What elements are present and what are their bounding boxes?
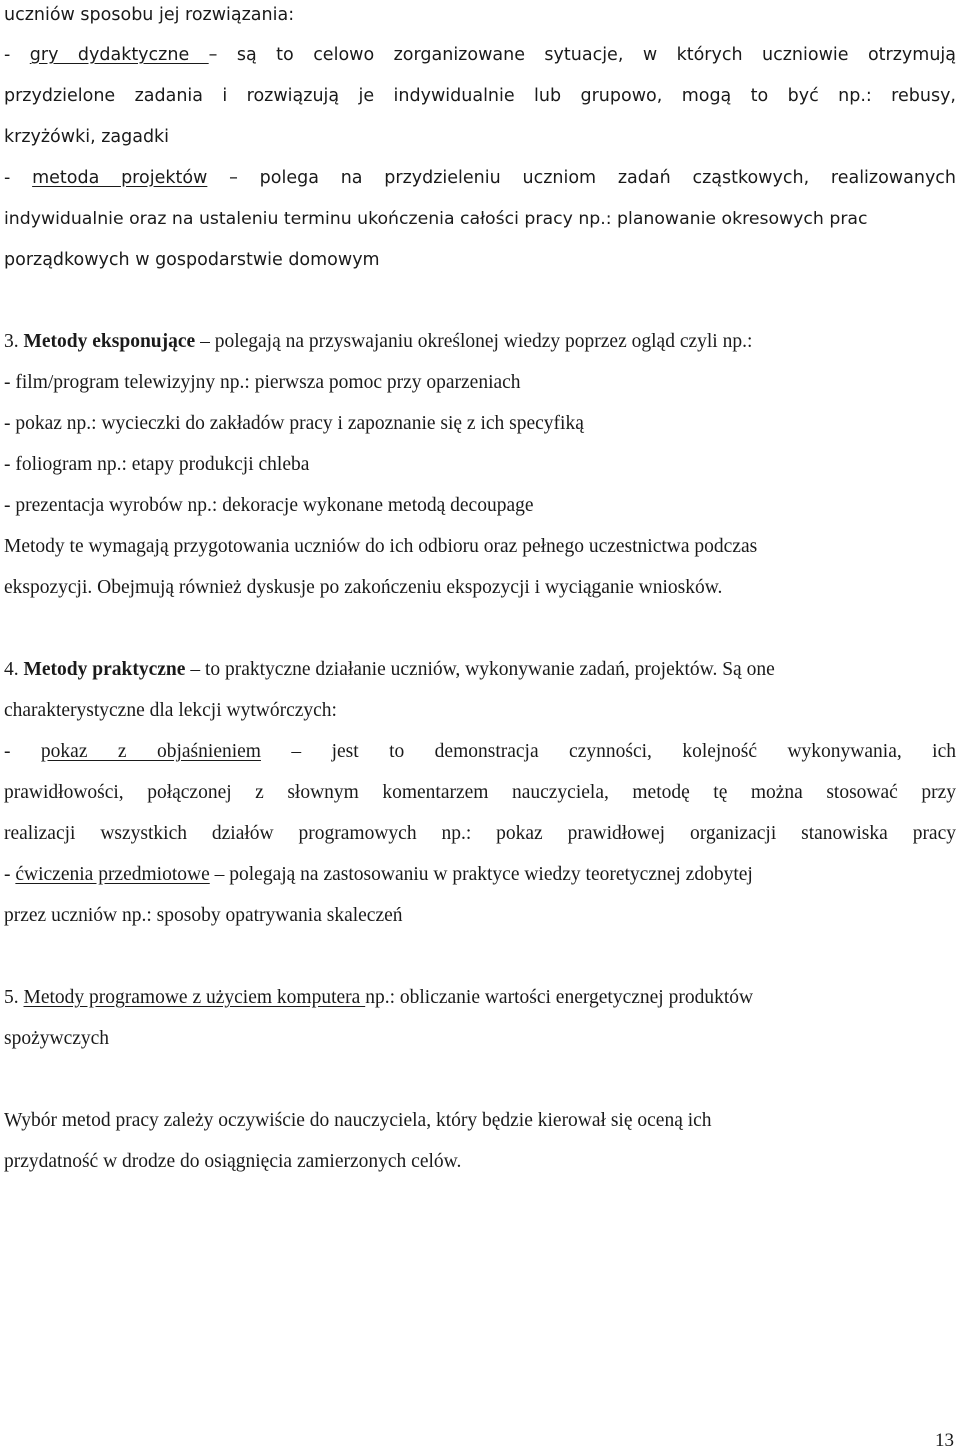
list-dash: - (4, 864, 16, 885)
section-3-title: Metody eksponujące (23, 331, 196, 352)
section-3-heading (4, 327, 956, 357)
exercises-line-2-text: przez uczniów np.: sposoby opatrywania skaleczeń (4, 905, 403, 926)
demo-term: pokaz z objaśnieniem (40, 741, 261, 762)
closing-line-1 (4, 1106, 956, 1136)
projects-line-3 (4, 245, 956, 275)
exercises-line-1 (4, 860, 956, 890)
closing-text-2: przydatność w drodze do osiągnięcia zamierzonych celów. (4, 1151, 462, 1172)
section-3-paragraph-line-2 (4, 573, 956, 603)
projects-term: metoda projektów (32, 168, 208, 188)
demo-line-2 (4, 778, 956, 808)
exposing-item-film: - film/program telewizyjny np.: pierwsza pomoc przy oparzeniach (4, 372, 521, 393)
projects-line-1 (4, 163, 956, 193)
section-5-heading (4, 983, 956, 1013)
exposing-item-foliogram: - foliogram np.: etapy produkcji chleba (4, 454, 310, 475)
list-dash: - (4, 168, 33, 188)
games-line-2-text: przydzielone zadania i rozwiązują je indywidualnie lub grupowo, mogą to być np.: rebusy, (4, 86, 956, 106)
demo-desc: – jest to demonstracja czynności, kolejność wykonywania, ich (260, 741, 956, 762)
section-3-number: 3. (4, 331, 24, 352)
section-3-paragraph-line-1 (4, 532, 956, 562)
intro-text: uczniów sposobu jej rozwiązania: (4, 5, 295, 25)
demo-line-3-text: realizacji wszystkich działów programowych np.: pokaz prawidłowej organizacji stanowiska pracy (4, 823, 956, 844)
section-3-paragraph-text-2: ekspozycji. Obejmują również dyskusje po zakończeniu ekspozycji i wyciąganie wniosków. (4, 577, 723, 598)
section-3-desc: – polegają na przyswajaniu określonej wiedzy poprzez ogląd czyli np.: (195, 331, 753, 352)
page-number: 13 (935, 1430, 954, 1451)
demo-line-2-text: prawidłowości, połączonej z słownym komentarzem nauczyciela, metodę tę można stosować przy (4, 782, 956, 803)
projects-line-3-text: porządkowych w gospodarstwie domowym (4, 250, 380, 270)
projects-line-2 (4, 204, 956, 234)
projects-desc: – polega na przydzieleniu uczniom zadań cząstkowych, realizowanych (207, 168, 957, 188)
exercises-line-2 (4, 901, 956, 931)
games-line-3 (4, 122, 956, 152)
exposing-item-show: - pokaz np.: wycieczki do zakładów pracy i zapoznanie się z ich specyfiką (4, 413, 584, 434)
exercises-term: ćwiczenia przedmiotowe (15, 864, 210, 885)
section-4-title: Metody praktyczne (23, 659, 186, 680)
section-4-line-2 (4, 696, 956, 726)
section-5-number: 5. (4, 987, 24, 1008)
section-5-line-2-text: spożywczych (4, 1028, 110, 1049)
list-dash: - (4, 45, 30, 65)
projects-line-2-text: indywidualnie oraz na ustaleniu terminu ukończenia całości pracy np.: planowanie okresowych prac (4, 209, 868, 229)
games-line-1 (4, 40, 956, 70)
games-term: gry dydaktyczne (29, 45, 209, 65)
section-4-line-2-text: charakterystyczne dla lekcji wytwórczych: (4, 700, 337, 721)
list-item (4, 491, 956, 521)
list-item (4, 409, 956, 439)
section-4-heading (4, 655, 956, 685)
section-3-paragraph-text-1: Metody te wymagają przygotowania uczniów do ich odbioru oraz pełnego uczestnictwa podczas (4, 536, 758, 557)
exposing-item-presentation: - prezentacja wyrobów np.: dekoracje wykonane metodą decoupage (4, 495, 534, 516)
intro-line (4, 0, 956, 30)
list-dash: - (4, 741, 41, 762)
list-item (4, 368, 956, 398)
exercises-desc: – polegają na zastosowaniu w praktyce wiedzy teoretycznej zdobytej (209, 864, 753, 885)
section-5-desc: np.: obliczanie wartości energetycznej produktów (365, 987, 754, 1008)
list-item (4, 450, 956, 480)
demo-line-1 (4, 737, 956, 767)
games-desc: – są to celowo zorganizowane sytuacje, w których uczniowie otrzymują (208, 45, 957, 65)
demo-line-3 (4, 819, 956, 849)
section-5-title: Metody programowe z użyciem komputera (23, 987, 366, 1008)
section-4-desc: – to praktyczne działanie uczniów, wykonywanie zadań, projektów. Są one (185, 659, 775, 680)
closing-text-1: Wybór metod pracy zależy oczywiście do nauczyciela, który będzie kierował się oceną ich (4, 1110, 712, 1131)
closing-line-2 (4, 1147, 956, 1177)
section-4-number: 4. (4, 659, 24, 680)
games-line-3-text: krzyżówki, zagadki (4, 127, 170, 147)
section-5-line-2 (4, 1024, 956, 1054)
games-line-2 (4, 81, 956, 111)
